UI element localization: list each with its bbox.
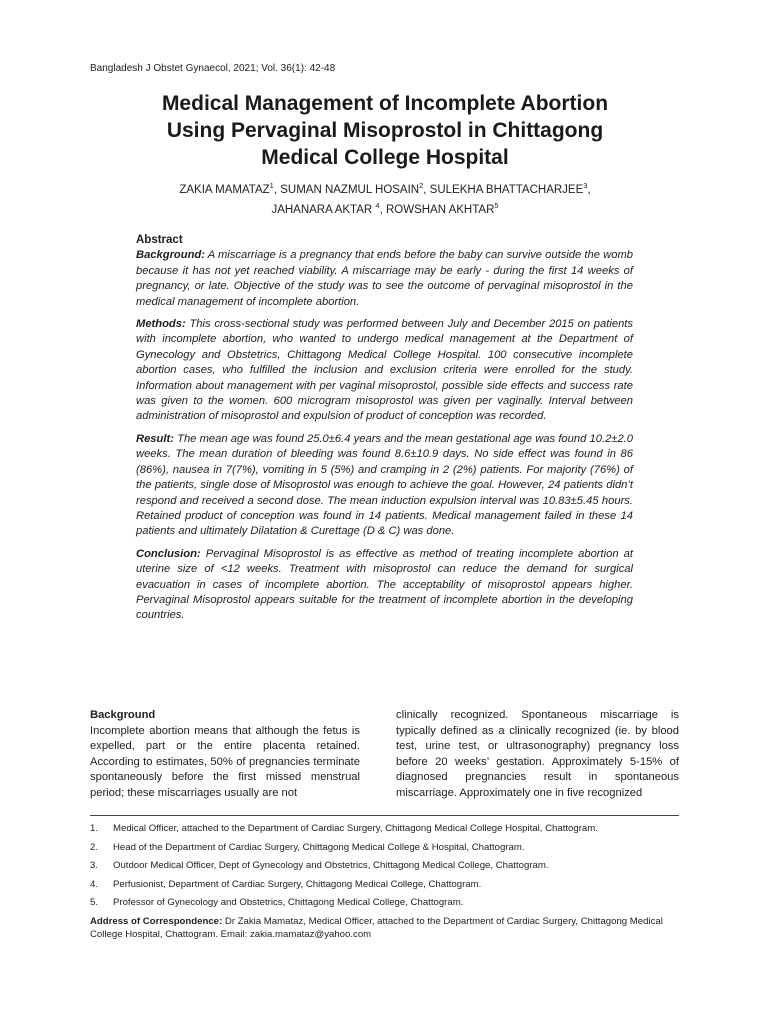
footnote-number: 2. [90, 841, 99, 853]
abstract-conclusion [136, 547, 633, 624]
footnote-text: Professor of Gynecology and Obstetrics, Chittagong Medical College, Chattogram. [113, 897, 464, 908]
footnote-divider [90, 815, 679, 816]
author-separator: , [379, 203, 386, 216]
author-list [90, 178, 680, 218]
abstract-methods-text: This cross-sectional study was performed between July and December 2015 on patients with incomplete abortion, who wanted to undergo medical management at the Department of Gynecology and Obstetrics, Chittagong Medical College Hospital. 100 consecutive incomplete abortion cases, who fulfilled the inclusion and exclusion criteria were enrolled for the study. Information about management with per vaginal misoprostol, possible side effects and success rate was given to the women. 600 microgram misoprostol was given per vaginally. Interval between administration of misoprostol and expulsion of product of conception was recorded. [136, 318, 633, 423]
affiliation-marker: 2 [419, 181, 424, 190]
footnote-number: 1. [90, 823, 99, 834]
footnote-number: 5. [90, 897, 99, 908]
title-line-1: Medical Management of Incomplete Abortion [161, 92, 609, 115]
author-name: ROWSHAN AKHTAR [385, 203, 495, 216]
correspondence-label: Address of Correspondence: [90, 915, 223, 927]
footnote-text: Perfusionist, Department of Cardiac Surgery, Chittagong Medical College, Chattogram. [113, 878, 482, 890]
abstract-result [136, 432, 633, 540]
abstract-methods [136, 317, 633, 425]
body-paragraph-left: Incomplete abortion means that although the fetus is expelled, part or the entire placenta retained. According to estimates, 50% of pregnancies terminate spontaneously before the first missed menstrual period; these miscarriages usually are not [90, 724, 360, 799]
abstract-result-label: Result: [136, 432, 174, 445]
abstract-result-text: The mean age was found 25.0±6.4 years and the mean gestational age was found 10.2±2.0 weeks. The mean duration of bleeding was found 8.6±10.9 days. No side effect was found in 86 (86%), nausea in 7(7%), vomiting in 5 (5%) and cramping in 2 (2%) patients. For majority (76%) of the patients, single dose of Misoprostol was enough to achieve the goal. However, 24 patients didn’t respond and received a second dose. The mean induction expulsion interval was 10.83±5.45 hours. Retained product of conception was found in 14 patients. Medical management failed in these 14 patients and ultimately Dilatation & Curettage (D & C) was done. [136, 432, 633, 538]
title-line-2: Using Pervaginal Misoprostol in Chittagong [166, 119, 604, 142]
body-column-left [90, 708, 360, 802]
author-name: ZAKIA MAMATAZ [179, 183, 270, 196]
paper-title [90, 90, 680, 171]
footnote-item [90, 896, 690, 909]
footnotes-section [90, 822, 690, 941]
footnote-item [90, 878, 690, 891]
footnote-item [90, 841, 690, 854]
author-name: SUMAN NAZMUL HOSAIN [280, 183, 420, 196]
footnote-number: 3. [90, 860, 99, 871]
abstract-conclusion-text: Pervaginal Misoprostol is as effective as method of treating incomplete abortion at uterine size of <12 weeks. Treatment with misoprostol can reduce the demand for surgical evacuation in cases of incomplete abortion. The acceptability of misoprostol appears higher. Pervaginal Misoprostol appears suitable for the treatment of incomplete abortion in the developing countries. [136, 547, 633, 622]
abstract-heading: Abstract [136, 234, 183, 246]
body-column-right [396, 708, 679, 802]
correspondence-address [90, 915, 690, 941]
footnote-number: 4. [90, 878, 99, 890]
author-name: SULEKHA BHATTACHARJEE [429, 183, 584, 196]
abstract-methods-label: Methods: [136, 318, 186, 331]
footnote-item [90, 859, 690, 872]
footnote-text: Head of the Department of Cardiac Surgery, Chittagong Medical College & Hospital, Chattogram. [113, 841, 525, 853]
body-paragraph-right: clinically recognized. Spontaneous miscarriage is typically defined as a clinically recognized (ie. by blood test, urine test, or ultrasonography) pregnancy loss before 20 weeks’ gestation. Approximately 5-15% of diagnosed pregnancies result in spontaneous miscarriage. Approximately one in five recognized [396, 709, 679, 799]
correspondence-text: Dr Zakia Mamataz, Medical Officer, attached to the Department of Cardiac Surgery, Chittagong Medical College Hospital, Chattogram. Email: zakia.mamataz@yahoo.com [90, 915, 663, 940]
abstract-conclusion-label: Conclusion: [136, 547, 201, 560]
section-heading-background: Background [90, 709, 156, 721]
author-name: JAHANARA AKTAR [271, 203, 376, 216]
abstract-section [136, 233, 633, 631]
author-separator: , [273, 183, 281, 196]
abstract-background [136, 248, 633, 310]
affiliation-marker: 4 [375, 200, 380, 210]
abstract-background-text: A miscarriage is a pregnancy that ends before the baby can survive outside the womb because it has not yet reached viability. A miscarriage may be early - during the first 14 weeks of pregnancy, or late. Objective of the study was to see the outcome of pervaginal misoprostol in the medical management of incomplete abortion. [136, 249, 633, 308]
affiliation-marker: 1 [269, 181, 274, 190]
author-separator: , [423, 183, 430, 196]
footnote-text: Outdoor Medical Officer, Dept of Gynecology and Obstetrics, Chittagong Medical College, Chattogram. [113, 860, 549, 871]
affiliation-marker: 3 [583, 181, 588, 190]
affiliation-marker: 5 [494, 200, 499, 210]
abstract-background-label: Background: [136, 249, 205, 262]
author-separator: , [587, 183, 591, 196]
footnote-item [90, 822, 690, 835]
footnote-text: Medical Officer, attached to the Department of Cardiac Surgery, Chittagong Medical College Hospital, Chattogram. [113, 823, 598, 834]
journal-citation: Bangladesh J Obstet Gynaecol, 2021; Vol. 36(1): 42-48 [90, 63, 336, 74]
title-line-3: Medical College Hospital [261, 146, 509, 169]
